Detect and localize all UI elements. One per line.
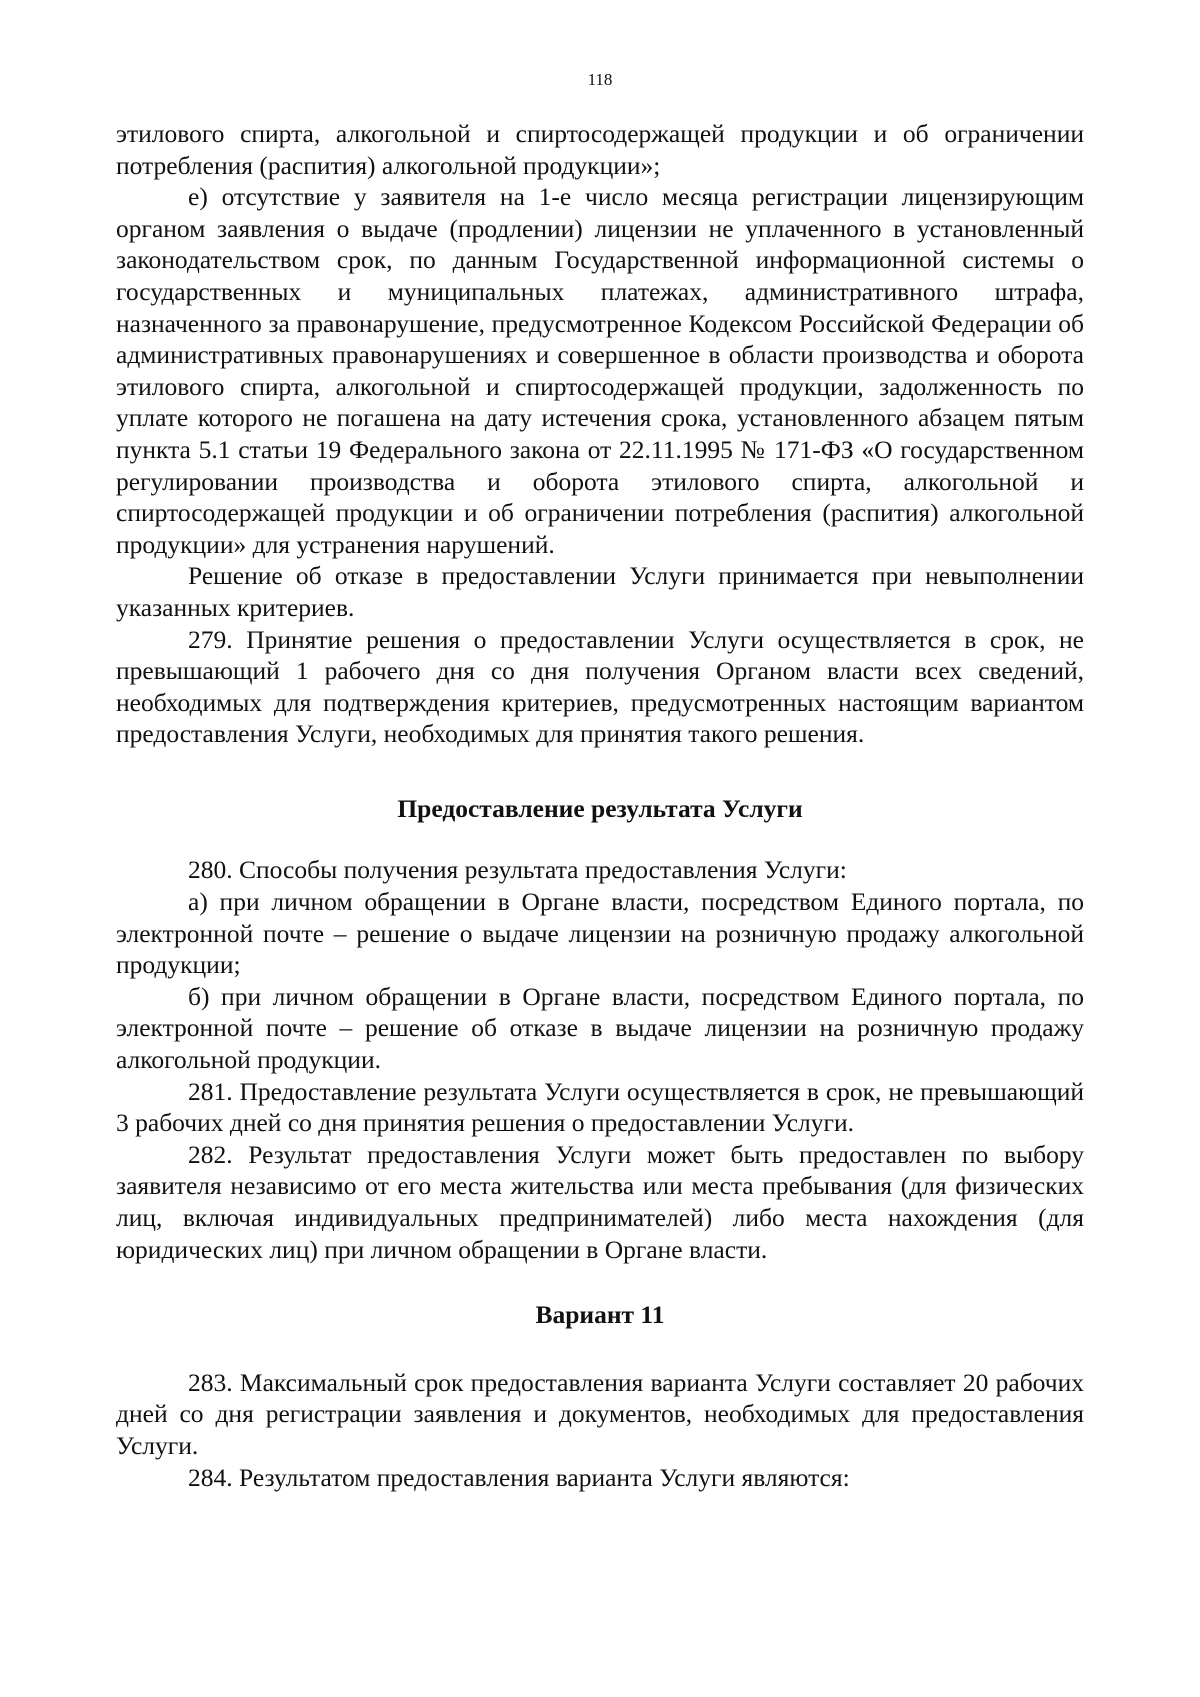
paragraph-282: 282. Результат предоставления Услуги может быть предоставлен по выбору заявителя независимо от его места жительства или места пребывания (для физических лиц, включая индивидуальных предпринимателей) либо места нахождения (для юридических лиц) при личном обращении в Органе власти. xyxy=(116,1139,1084,1264)
paragraph-281: 281. Предоставление результата Услуги осуществляется в срок, не превышающий 3 рабочих дней со дня принятия решения о предоставлении Услуги. xyxy=(116,1076,1084,1138)
document-body xyxy=(116,118,1084,1493)
page-number: 118 xyxy=(587,70,613,89)
paragraph-284: 284. Результатом предоставления варианта Услуги являются: xyxy=(188,1462,850,1492)
paragraph-280: 280. Способы получения результата предоставления Услуги: xyxy=(188,855,847,885)
paragraph-continuation: этилового спирта, алкогольной и спиртосодержащей продукции и об ограничении потребления (распития) алкогольной продукции»; xyxy=(116,119,1084,180)
paragraph-280-a: а) при личном обращении в Органе власти, посредством Единого портала, по электронной почте – решение о выдаче лицензии на розничную продажу алкогольной продукции; xyxy=(116,887,1084,980)
paragraph-280-b: б) при личном обращении в Органе власти, посредством Единого портала, по электронной почте – решение об отказе в выдаче лицензии на розничную продажу алкогольной продукции. xyxy=(116,981,1084,1075)
paragraph-refusal-decision: Решение об отказе в предоставлении Услуги принимается при невыполнении указанных критериев. xyxy=(116,561,1084,622)
paragraph-283: 283. Максимальный срок предоставления варианта Услуги составляет 20 рабочих дней со дня регистрации заявления и документов, необходимых для предоставления Услуги. xyxy=(116,1367,1084,1460)
section-heading-result: Предоставление результата Услуги xyxy=(397,793,803,823)
section-heading-variant: Вариант 11 xyxy=(535,1300,665,1330)
paragraph-e: е) отсутствие у заявителя на 1-е число месяца регистрации лицензирующим органом заявления о выдаче (продлении) лицензии не уплаченного в установленный законодательством срок, по данным Государственной информационной системы о государственных и муниципальных платежах, административного штрафа, назначенного за правонарушение, предусмотренное Кодексом Российской Федерации об административных правонарушениях и совершенное в области производства и оборота этилового спирта, алкогольной и спиртосодержащей продукции, задолженность по уплате которого не погашена на дату истечения срока, установленного абзацем пятым пункта 5.1 статьи 19 Федерального закона от 22.11.1995 № 171-ФЗ «О государственном регулировании производства и оборота этилового спирта, алкогольной и спиртосодержащей продукции и об ограничении потребления (распития) алкогольной продукции» для устранения нарушений. xyxy=(116,182,1084,559)
paragraph-279: 279. Принятие решения о предоставлении Услуги осуществляется в срок, не превышающий 1 рабочего дня со дня получения Органом власти всех сведений, необходимых для подтверждения критериев, предусмотренных настоящим вариантом предоставления Услуги, необходимых для принятия такого решения. xyxy=(116,624,1084,749)
